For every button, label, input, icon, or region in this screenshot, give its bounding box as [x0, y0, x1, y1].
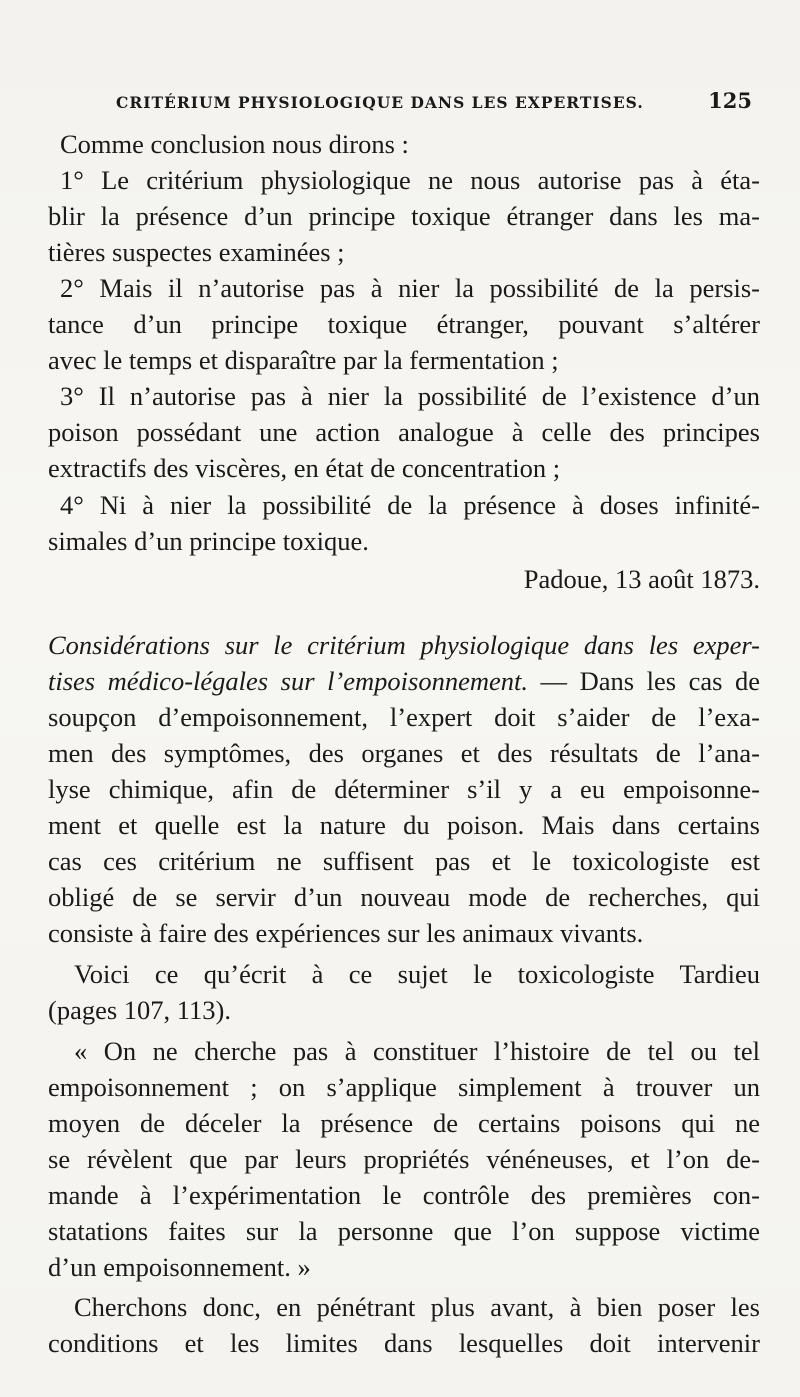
text-line: cas ces critérium ne suffisent pas et le toxicologiste est	[48, 846, 760, 876]
text-line: Cherchons donc, en pénétrant plus avant, à bien poser les	[74, 1292, 760, 1322]
text-line: poison possédant une action analogue à celle des principes	[48, 417, 760, 447]
text-line: Comme conclusion nous dirons :	[60, 129, 409, 159]
text-line: 3° Il n’autorise pas à nier la possibilité de l’existence d’un	[60, 381, 760, 411]
text-line: statations faites sur la personne que l’on suppose victime	[48, 1216, 760, 1246]
text-line: 1° Le critérium physiologique ne nous autorise pas à éta-	[60, 165, 760, 195]
text-line: lyse chimique, afin de déterminer s’il y a eu empoisonne-	[48, 774, 760, 804]
text-line: (pages 107, 113).	[48, 995, 232, 1025]
page-header	[116, 88, 752, 118]
text-line: obligé de se servir d’un nouveau mode de recherches, qui	[48, 882, 760, 912]
text-line: Voici ce qu’écrit à ce sujet le toxicologiste Tardieu	[74, 959, 760, 989]
text-line: conditions et les limites dans lesquelles doit intervenir	[48, 1328, 760, 1358]
text-line: avec le temps et disparaître par la fermentation ;	[48, 345, 559, 375]
text-line: tières suspectes examinées ;	[48, 237, 345, 267]
text-line: soupçon d’empoisonnement, l’expert doit s’aider de l’exa-	[48, 702, 760, 732]
text-line: empoisonnement ; on s’applique simplement à trouver un	[48, 1072, 760, 1102]
date-line: Padoue, 13 août 1873.	[523, 564, 760, 594]
text-line: se révèlent que par leurs propriétés vénéneuses, et l’on de-	[48, 1144, 760, 1174]
text-line: d’un empoisonnement. »	[48, 1252, 311, 1282]
text-line: tance d’un principe toxique étranger, pouvant s’altérer	[48, 309, 760, 339]
text-line: 4° Ni à nier la possibilité de la présence à doses infinité-	[60, 490, 760, 520]
text-line: simales d’un principe toxique.	[48, 526, 369, 556]
text-line: blir la présence d’un principe toxique étranger dans les ma-	[48, 201, 760, 231]
italic-heading: Considérations sur le critérium physiologique dans les exper-	[48, 630, 760, 660]
text-line: consiste à faire des expériences sur les animaux vivants.	[48, 918, 644, 948]
page-number: 125	[708, 88, 752, 113]
text-line: « On ne cherche pas à constituer l’histoire de tel ou tel	[74, 1036, 760, 1066]
heading-continuation	[48, 663, 760, 699]
text-line: 2° Mais il n’autorise pas à nier la possibilité de la persis-	[60, 273, 760, 303]
text-line: ment et quelle est la nature du poison. Mais dans certains	[48, 810, 760, 840]
text-line: men des symptômes, des organes et des résultats de l’ana-	[48, 738, 760, 768]
running-head: CRITÉRIUM PHYSIOLOGIQUE DANS LES EXPERTISES.	[116, 93, 644, 112]
text-line: mande à l’expérimentation le contrôle des premières con-	[48, 1180, 760, 1210]
heading-rest: — Dans les cas de	[527, 666, 761, 696]
text-line: extractifs des viscères, en état de concentration ;	[48, 453, 561, 483]
text-line: moyen de déceler la présence de certains poisons qui ne	[48, 1108, 760, 1138]
italic-heading-end: tises médico-légales sur l’empoisonnement.	[48, 666, 528, 696]
